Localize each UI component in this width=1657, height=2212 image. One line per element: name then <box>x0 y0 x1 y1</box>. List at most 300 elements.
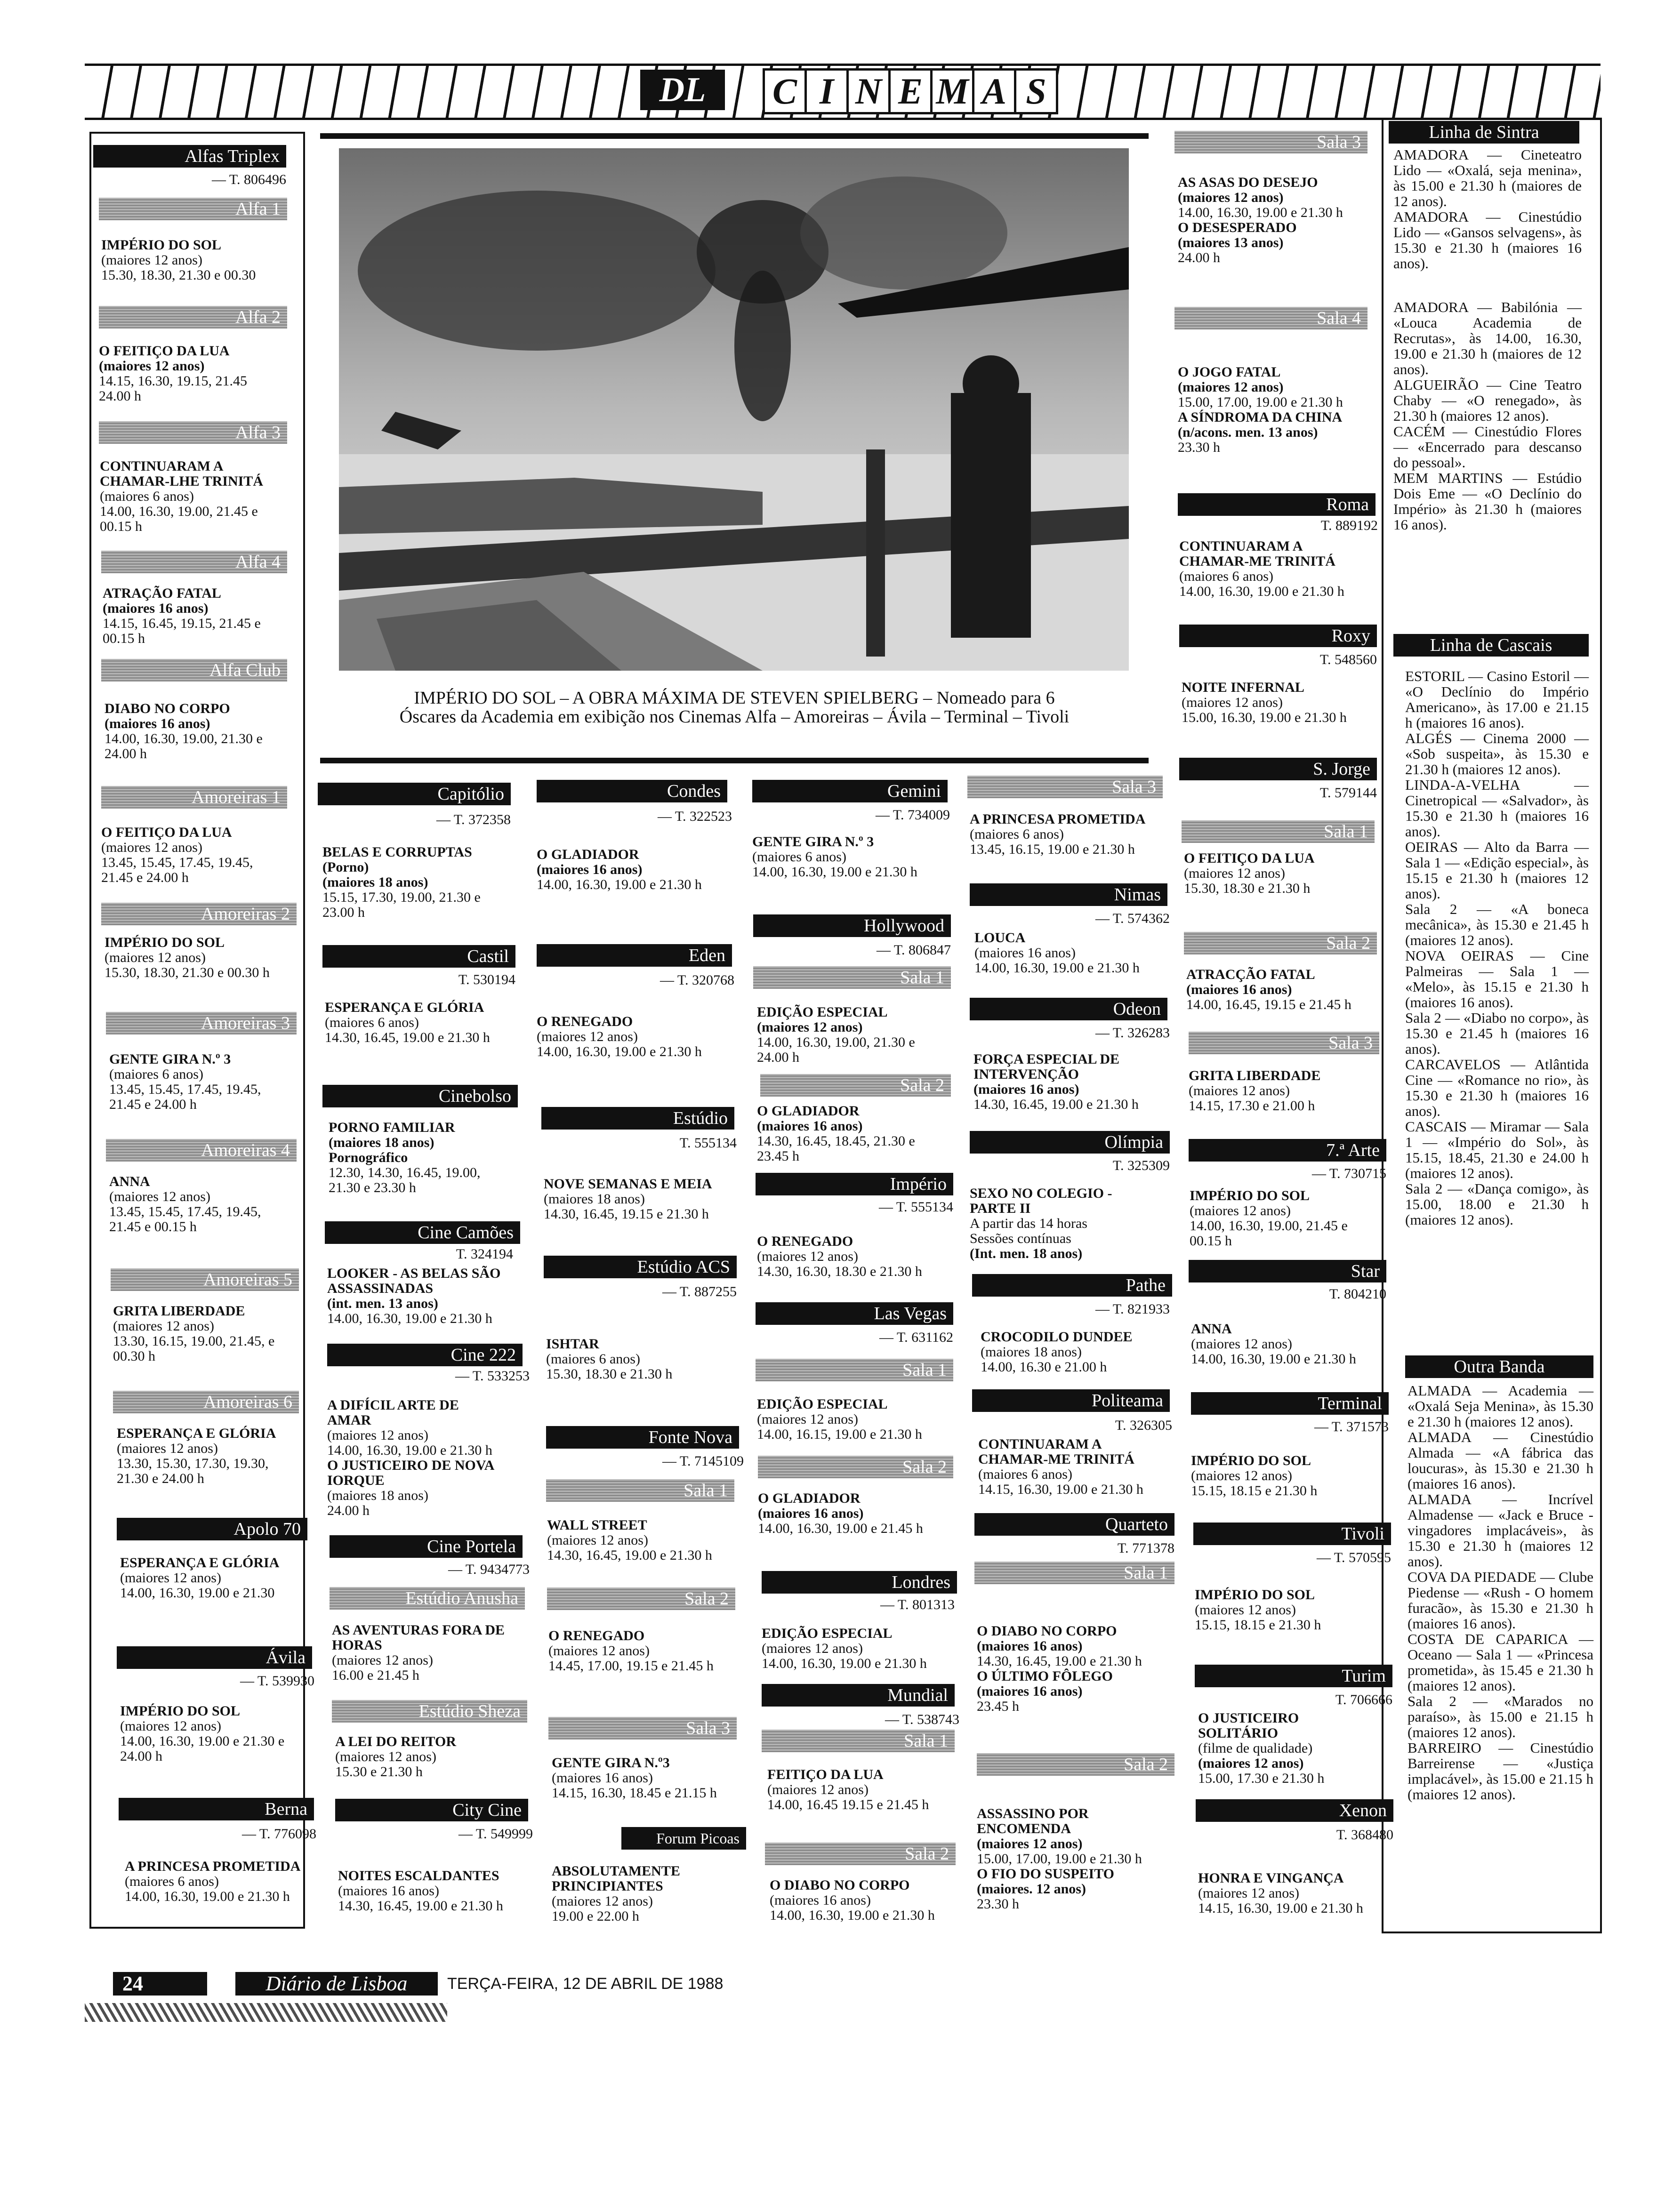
film-times: 14.15, 16.30, 19.00 e 21.30 h <box>1198 1900 1363 1916</box>
film-rating: (maiores 12 anos) <box>1195 1602 1296 1618</box>
film-rating: (maiores 16 anos) <box>770 1892 871 1908</box>
film-rating: (maiores 12 anos) <box>117 1441 218 1456</box>
film-times: 14.00, 16.30, 19.00 e 21.30 h <box>125 1889 290 1904</box>
listing <box>125 1859 322 1904</box>
film-times: 14.00, 16.30, 19.00 e 21.30 h <box>762 1656 927 1671</box>
film-rating: (maiores 12 anos) <box>552 1893 653 1909</box>
film-title: IMPÉRIO DO SOL <box>120 1703 241 1719</box>
listing <box>322 845 520 920</box>
cinema-header: Pathe <box>972 1274 1172 1297</box>
film-title: O ÚLTIMO FÔLEGO <box>977 1668 1113 1684</box>
cinema-header: Las Vegas <box>756 1302 953 1325</box>
film-title: O RENEGADO <box>548 1628 645 1643</box>
cinema-header: Fonte Nova <box>546 1426 739 1449</box>
film-times: 24.00 h <box>1178 250 1220 265</box>
listing <box>762 1626 959 1671</box>
photo-rule-top <box>320 133 1149 139</box>
cinema-phone: T. 326305 <box>1115 1418 1172 1433</box>
film-rating: (maiores 6 anos) <box>125 1874 219 1889</box>
film-title: A PRINCESA PROMETIDA <box>125 1859 301 1874</box>
cinema-phone: T. 548560 <box>1319 652 1377 667</box>
film-title: ESPERANÇA E GLÓRIA <box>120 1555 280 1571</box>
film-rating: (maiores 16 anos) <box>757 1118 863 1134</box>
film-title: EDIÇÃO ESPECIAL <box>757 1004 888 1020</box>
film-rating: (maiores 12 anos) <box>767 1782 869 1797</box>
listing <box>758 1491 956 1536</box>
cinema-phone: — T. 539930 <box>240 1673 314 1689</box>
film-times: 15.30, 18.30, 21.30 e 00.30 <box>101 267 256 283</box>
film-times: 14.00, 16.30, 19.00 e 21.45 h <box>758 1521 923 1536</box>
film-times: 14.00, 16.30, 19.00 e 21.30 h <box>974 960 1140 976</box>
film-rating: (maiores 12 anos) <box>1190 1203 1291 1218</box>
film-title: BELAS E CORRUPTAS <box>322 844 472 860</box>
listing <box>105 701 302 761</box>
film-title: IMPÉRIO DO SOL <box>1190 1188 1310 1203</box>
film-times: 14.00, 16.30, 19.00 e 21.30 h <box>327 1443 492 1458</box>
film-times: 15.00, 17.00, 19.00 e 21.30 h <box>1178 394 1343 410</box>
film-title: ASSASSINO POR ENCOMENDA <box>977 1806 1089 1836</box>
film-rating: (maiores 12 anos) <box>1189 1083 1290 1098</box>
film-times: 14.45, 17.00, 19.15 e 21.45 h <box>548 1658 714 1674</box>
film-rating: (maiores 6 anos) <box>325 1015 419 1030</box>
film-rating: (maiores 16 anos) <box>1186 982 1292 997</box>
screen-header: Amoreiras 5 <box>111 1268 299 1291</box>
film-title: O GLADIADOR <box>757 1103 860 1119</box>
film-times: 15.15, 18.15 e 21.30 h <box>1191 1483 1318 1499</box>
cinema-phone: — T. 806496 <box>211 172 286 187</box>
film-title: CROCODILO DUNDEE <box>981 1329 1133 1345</box>
listing <box>752 834 950 880</box>
cinema-header: Eden <box>537 944 732 967</box>
screen-header: Sala 1 <box>546 1479 734 1502</box>
region-listing: AMADORA — Cinestúdio Lido — «Gansos selvagens», às 15.30 e 21.30 h (maiores 16 anos). <box>1393 208 1582 272</box>
screen-header: Amoreiras 2 <box>101 903 297 925</box>
cinema-header: Cine Portela <box>330 1535 523 1558</box>
screen-header: Alfa Club <box>101 659 287 681</box>
film-title: EDIÇÃO ESPECIAL <box>757 1396 888 1412</box>
listing <box>1191 1322 1389 1367</box>
screen-header: Alfa 3 <box>99 421 287 444</box>
film-rating: (maiores 12 anos) <box>120 1570 221 1586</box>
section-letter: I <box>804 68 849 114</box>
listing <box>1189 1068 1386 1114</box>
listing <box>1186 967 1384 1012</box>
listing <box>974 930 1172 976</box>
film-rating: (Int. men. 18 anos) <box>970 1246 1083 1261</box>
cinema-phone: T. 530194 <box>458 972 515 987</box>
film-times: 13.30, 16.15, 19.00, 21.45, e 00.30 h <box>113 1333 275 1364</box>
film-title: O DIABO NO CORPO <box>770 1877 910 1893</box>
listing <box>548 1628 746 1674</box>
cinema-phone: — T. 549999 <box>458 1826 533 1842</box>
film-rating: (maiores 12 anos) <box>1178 379 1284 395</box>
film-rating: (maiores 16 anos) <box>974 945 1076 961</box>
listing <box>101 238 299 283</box>
cinema-header: Capitólio <box>318 783 511 805</box>
cinema-header: Hollywood <box>753 914 951 937</box>
film-rating: (maiores 16 anos) <box>537 862 643 877</box>
film-times: 13.45, 16.15, 19.00 e 21.30 h <box>970 842 1135 857</box>
screen-header: Amoreiras 4 <box>106 1139 297 1162</box>
film-times: 15.15, 17.30, 19.00, 21.30 e 23.00 h <box>322 890 481 920</box>
screen-header: Alfa 2 <box>99 306 287 329</box>
cinema-phone: — T. 570595 <box>1316 1550 1391 1565</box>
film-rating: (maiores 12 anos) <box>120 1718 221 1734</box>
cinema-header: Nimas <box>970 883 1167 906</box>
cinema-phone: T. 579144 <box>1319 785 1377 801</box>
listing <box>1191 1453 1389 1499</box>
listing <box>113 1304 311 1364</box>
film-title: IMPÉRIO DO SOL <box>1191 1453 1311 1468</box>
film-rating: (maiores 12 anos) <box>335 1749 436 1764</box>
photo-rule-bottom <box>320 758 1149 763</box>
film-times: 13.45, 15.45, 17.45, 19.45, 21.45 e 24.00 h <box>101 855 253 885</box>
film-title: O JUSTICEIRO SOLITÁRIO <box>1198 1710 1299 1741</box>
film-title: O FIO DO SUSPEITO <box>977 1866 1115 1882</box>
film-rating: (maiores 12 anos) <box>101 252 202 268</box>
film-title: O FEITIÇO DA LUA <box>1184 850 1315 866</box>
film-title: ANNA <box>109 1174 150 1189</box>
cinema-phone: — T. 574362 <box>1095 911 1170 926</box>
section-letter: A <box>972 68 1016 114</box>
listing <box>767 1767 965 1812</box>
cinema-header: Império <box>756 1173 953 1195</box>
screen-header: Sala 3 <box>1189 1032 1379 1054</box>
listing <box>105 935 302 980</box>
listing <box>978 1437 1176 1497</box>
screen-header: Sala 3 <box>967 776 1163 798</box>
listing <box>970 1186 1167 1261</box>
listing <box>120 1704 318 1764</box>
film-times: 14.30, 16.45, 19.00 e 21.30 h <box>325 1030 490 1045</box>
film-times: 14.00, 16.30, 19.00 e 21.30 e 24.00 h <box>120 1733 285 1764</box>
screen-header: Estúdio Anusha <box>330 1587 525 1610</box>
film-title: O FEITIÇO DA LUA <box>101 825 232 840</box>
film-rating: (int. men. 13 anos) <box>327 1296 438 1311</box>
cinema-phone: — T. 555134 <box>878 1199 953 1215</box>
film-times: 14.00, 16.30, 19.00 e 21.30 h <box>537 1044 702 1059</box>
film-rating: (maiores 12 anos) <box>547 1532 648 1548</box>
film-title: GENTE GIRA N.º3 <box>552 1755 670 1771</box>
film-rating: (maiores 12 anos) <box>101 840 202 855</box>
listing <box>325 1000 523 1045</box>
film-title: ATRAÇÃO FATAL <box>103 585 221 601</box>
film-title: LOOKER - AS BELAS SÃO ASSASSINADAS <box>327 1266 501 1296</box>
cinema-header: Politeama <box>972 1389 1170 1412</box>
film-rating: (maiores 12 anos) <box>1178 190 1284 205</box>
film-title: IMPÉRIO DO SOL <box>1195 1587 1315 1603</box>
film-times: 23.30 h <box>977 1896 1019 1912</box>
screen-header: Sala 1 <box>753 966 951 989</box>
listing <box>1179 539 1377 599</box>
region-listing: NOVA OEIRAS — Cine Palmeiras — Sala 1 — «Melo», às 15.15 e 21.30 h (maiores 16 anos). <box>1405 947 1589 1010</box>
film-rating: (maiores 6 anos) <box>978 1467 1072 1482</box>
section-letter: M <box>930 68 974 114</box>
cinema-header: Star <box>1189 1260 1386 1282</box>
cinema-header: Xenon <box>1196 1799 1393 1822</box>
film-rating: (maiores 12 anos) <box>977 1836 1083 1851</box>
cinema-phone: — T. 9434773 <box>448 1562 530 1577</box>
film-title: FEITIÇO DA LUA <box>767 1767 884 1782</box>
film-rating: (maiores 6 anos) <box>752 849 846 865</box>
film-rating: (maiores 12 anos) <box>332 1652 433 1668</box>
region-listing: OEIRAS — Alto da Barra — Sala 1 — «Edição especial», às 15.15 e 21.30 h (maiores 12 anos). <box>1405 839 1589 902</box>
film-rating: (maiores 12 anos) <box>762 1641 863 1656</box>
film-times: 14.00, 16.30, 19.00 e 21.30 h <box>752 864 917 880</box>
film-note: Sessões contínuas <box>970 1231 1071 1246</box>
film-times: 14.30, 16.45, 19.00 e 21.30 h <box>338 1898 503 1914</box>
film-title: ESPERANÇA E GLÓRIA <box>117 1426 276 1441</box>
film-times: 15.00, 16.30, 19.00 e 21.30 h <box>1182 710 1347 725</box>
film-title: O FEITIÇO DA LUA <box>99 343 230 359</box>
film-title: AS ASAS DO DESEJO <box>1178 175 1318 190</box>
cinema-phone: — T. 801313 <box>880 1597 955 1612</box>
listing <box>99 344 297 404</box>
film-title: O GLADIADOR <box>758 1491 861 1506</box>
film-rating: (maiores 12 anos) <box>757 1019 863 1035</box>
film-times: 14.15, 16.30, 19.15, 21.45 24.00 h <box>99 373 247 404</box>
cinema-header: Forum Picoas <box>621 1827 746 1850</box>
page-number: 24 <box>113 1972 207 1996</box>
film-times: 14.00, 16.15, 19.00 e 21.30 h <box>757 1427 922 1442</box>
cinema-phone: — T. 533253 <box>455 1368 530 1384</box>
film-times: 15.15, 18.15 e 21.30 h <box>1195 1617 1321 1633</box>
listing <box>977 1624 1174 1714</box>
film-rating: (maiores 16 anos) <box>977 1683 1083 1699</box>
cinema-header: Tivoli <box>1193 1523 1391 1545</box>
listing <box>1190 1188 1387 1249</box>
cinema-header: Cine Camões <box>325 1221 520 1244</box>
film-rating: (maiores 16 anos) <box>552 1770 653 1786</box>
cinema-phone: — T. 7145109 <box>662 1453 744 1469</box>
film-rating: (maiores 12 anos) <box>1191 1336 1292 1352</box>
film-times: 13.45, 15.45, 17.45, 19.45, 21.45 e 24.00 h <box>109 1082 261 1112</box>
film-times: 15.00, 17.00, 19.00 e 21.30 h <box>977 1851 1142 1867</box>
film-rating: (maiores 12 anos) <box>327 1427 428 1443</box>
caption-line-2: Óscares da Academia em exibição nos Cinemas Alfa – Amoreiras – Ávila – Terminal – Tivoli <box>399 707 1070 727</box>
film-times: 24.00 h <box>327 1503 370 1518</box>
cinema-phone: T. 324194 <box>456 1246 513 1262</box>
film-times: 14.00, 16.30, 19.00, 21.30 e 24.00 h <box>105 731 263 761</box>
film-times: 14.00, 16.30, 19.00, 21.45 e 00.15 h <box>1190 1218 1348 1249</box>
listing <box>546 1337 744 1382</box>
listing <box>552 1755 749 1801</box>
film-title: LOUCA <box>974 930 1026 946</box>
cinema-header: Londres <box>762 1571 957 1594</box>
film-rating: (maiores 18 anos) <box>322 874 428 890</box>
listing <box>757 1005 955 1065</box>
cinema-header: S. Jorge <box>1179 758 1377 780</box>
listing <box>981 1330 1178 1375</box>
film-rating: (maiores 12 anos) <box>757 1411 858 1427</box>
film-times: 15.30, 18.30 e 21.30 h <box>1184 881 1311 896</box>
cinema-phone: T. 325309 <box>1112 1158 1170 1173</box>
film-title: SEXO NO COLEGIO - PARTE II <box>970 1186 1112 1216</box>
screen-header: Sala 1 <box>1182 820 1375 843</box>
listing <box>757 1104 955 1164</box>
film-times: 14.30, 16.45, 19.00 e 21.30 h <box>547 1547 712 1563</box>
film-subtitle: Pornográfico <box>329 1150 408 1165</box>
listing <box>101 825 299 885</box>
screen-header: Sala 3 <box>1174 131 1367 153</box>
region-listing: CASCAIS — Miramar — Sala 1 — «Império do Sol», às 15.15, 18.45, 21.30 e 24.00 h (maiores 12 anos). <box>1405 1118 1589 1181</box>
cinema-header: Quarteto <box>974 1513 1174 1536</box>
cinema-header: Turim <box>1195 1665 1392 1687</box>
listing <box>977 1806 1174 1912</box>
film-title: NOITE INFERNAL <box>1182 680 1304 695</box>
screen-header: Amoreiras 3 <box>106 1012 297 1034</box>
film-rating: (maiores 18 anos) <box>327 1488 428 1503</box>
cinema-header: Terminal <box>1191 1392 1389 1415</box>
film-title: O JOGO FATAL <box>1178 364 1281 380</box>
listing <box>327 1398 525 1518</box>
film-rating: (maiores 18 anos) <box>544 1191 645 1207</box>
region-listing: ALMADA — Academia — «Oxalá Seja Menina», às 15.30 e 21.30 h (maiores 12 anos). <box>1408 1382 1593 1430</box>
film-title: PORNO FAMILIAR <box>329 1120 455 1135</box>
region-header: Outra Banda <box>1405 1355 1593 1378</box>
listing <box>757 1397 955 1442</box>
screen-header: Sala 3 <box>548 1717 737 1739</box>
film-times: 14.30, 16.45, 19.00 e 21.30 h <box>977 1653 1142 1669</box>
listing <box>552 1864 749 1924</box>
listing <box>547 1518 745 1563</box>
region-listing: ALGÉS — Cinema 2000 — «Sob suspeita», às 15.30 e 21.30 h (maiores 12 anos). <box>1405 730 1589 777</box>
film-times: 15.00, 17.30 e 21.30 h <box>1198 1771 1325 1786</box>
issue-date: TERÇA-FEIRA, 12 DE ABRIL DE 1988 <box>447 1975 724 1993</box>
screen-header: Sala 2 <box>765 1843 956 1865</box>
film-title: O RENEGADO <box>757 1234 853 1249</box>
region-listings <box>1405 668 1589 1227</box>
listing <box>1178 365 1375 455</box>
cinema-phone: — T. 887255 <box>662 1284 737 1299</box>
film-rating: (maiores 12 anos) <box>99 358 205 374</box>
screen-header: Estúdio Sheza <box>332 1700 527 1723</box>
cinema-header: Condes <box>537 780 727 802</box>
film-title: O GLADIADOR <box>537 847 639 862</box>
listing <box>109 1052 307 1112</box>
film-times: 23.45 h <box>977 1699 1019 1714</box>
film-title: GRITA LIBERDADE <box>113 1303 245 1319</box>
listing <box>537 1014 734 1059</box>
film-rating: (maiores 12 anos) <box>1191 1468 1292 1483</box>
cinema-phone: — T. 631162 <box>879 1330 953 1345</box>
film-times: 14.30, 16.45, 18.45, 21.30 e 23.45 h <box>757 1133 915 1164</box>
listing <box>100 459 298 534</box>
film-times: 14.30, 16.45, 19.00 e 21.30 h <box>973 1097 1139 1112</box>
section-title <box>763 68 1056 112</box>
cinema-phone: T. 555134 <box>679 1135 737 1151</box>
screen-header: Sala 4 <box>1174 307 1367 329</box>
film-times: 14.00, 16.30, 19.00 e 21.30 h <box>770 1907 935 1923</box>
film-rating: (maiores 18 anos) <box>981 1344 1082 1360</box>
region-listing: ESTORIL — Casino Estoril — «O Declínio do Império Americano», às 17.00 e 21.15 h (maiores 16 anos). <box>1405 668 1589 731</box>
film-title: ATRACÇÃO FATAL <box>1186 967 1315 982</box>
film-title: GENTE GIRA N.º 3 <box>109 1051 231 1067</box>
film-rating: (maiores 12 anos) <box>757 1249 858 1264</box>
cinema-header: Gemini <box>752 780 948 802</box>
cinema-header: Odeon <box>970 998 1167 1020</box>
film-title: ABSOLUTAMENTE PRINCIPIANTES <box>552 1863 680 1894</box>
film-title: CONTINUARAM A CHAMAR-ME TRINITÁ <box>978 1436 1134 1467</box>
film-times: 14.00, 16.30 e 21.00 h <box>981 1359 1107 1375</box>
cinema-header: Roxy <box>1179 625 1377 647</box>
cinema-phone: — T. 326283 <box>1095 1025 1170 1041</box>
region-listing: CARCAVELOS — Atlântida Cine — «Romance no rio», às 15.30 e 21.30 h (maiores 16 anos). <box>1405 1056 1589 1119</box>
film-rating: (maiores 16 anos) <box>103 601 209 616</box>
region-listing: CACÉM — Cinestúdio Flores — «Encerrado para descanso do pessoal». <box>1393 423 1582 471</box>
film-rating: (maiores 12 anos) <box>113 1318 214 1334</box>
cinema-phone: — T. 372358 <box>436 812 511 827</box>
section-letter: E <box>888 68 933 114</box>
screen-header: Sala 1 <box>974 1562 1174 1584</box>
film-times: 14.00, 16.30, 19.00 e 21.30 <box>120 1585 275 1601</box>
film-times: 15.30, 18.30 e 21.30 h <box>546 1366 673 1382</box>
listing <box>109 1174 307 1234</box>
film-rating: (maiores 12 anos) <box>1184 866 1285 881</box>
region-listing: MEM MARTINS — Estúdio Dois Eme — «O Declínio do Império» às 21.30 h (maiores 16 anos). <box>1393 470 1582 533</box>
film-title: EDIÇÃO ESPECIAL <box>762 1626 893 1641</box>
screen-header: Sala 2 <box>758 1456 953 1478</box>
listing <box>1182 680 1379 725</box>
film-title: FORÇA ESPECIAL DE INTERVENÇÃO <box>973 1051 1120 1082</box>
film-title: AS AVENTURAS FORA DE HORAS <box>332 1622 505 1653</box>
film-note: A partir das 14 horas <box>970 1216 1087 1231</box>
film-rating: (maiores. 12 anos) <box>977 1881 1086 1897</box>
film-title: WALL STREET <box>547 1517 647 1533</box>
listing <box>970 812 1167 857</box>
film-title: A LEI DO REITOR <box>335 1734 457 1749</box>
film-rating: (maiores 12 anos) <box>1182 695 1283 710</box>
film-title: A DIFÍCIL ARTE DE AMAR <box>327 1397 459 1428</box>
listing <box>770 1878 967 1923</box>
cinema-header: Olímpia <box>970 1131 1170 1154</box>
caption-line-1: IMPÉRIO DO SOL – A OBRA MÁXIMA DE STEVEN SPIELBERG – Nomeado para 6 <box>414 688 1055 708</box>
cinema-header: Estúdio ACS <box>544 1256 737 1278</box>
film-times: 14.30, 16.45, 19.15 e 21.30 h <box>544 1206 709 1222</box>
film-title: NOVE SEMANAS E MEIA <box>544 1176 712 1192</box>
cinema-header: City Cine <box>335 1799 528 1821</box>
region-header: Linha de Sintra <box>1389 121 1579 144</box>
film-rating: (n/acons. men. 13 anos) <box>1178 425 1318 440</box>
listing <box>338 1868 536 1914</box>
region-listing: BARREIRO — Cinestúdio Barreirense — «Justiça implacável», às 15.00 e 21.15 h (maiores 12 anos). <box>1408 1739 1593 1803</box>
cinema-header: Cinebolso <box>322 1085 518 1107</box>
listing <box>120 1555 318 1601</box>
cinema-phone: — T. 776098 <box>241 1826 316 1842</box>
cinema-header: 7.ª Arte <box>1189 1139 1386 1162</box>
listing <box>537 847 734 892</box>
film-times: 14.00, 16.45, 19.15 e 21.45 h <box>1186 997 1351 1012</box>
screen-header: Amoreiras 1 <box>101 786 287 809</box>
film-rating: (maiores 18 anos) <box>329 1135 434 1150</box>
cinema-phone: — T. 730715 <box>1311 1166 1386 1181</box>
film-times: 15.30, 18.30, 21.30 e 00.30 h <box>105 965 270 980</box>
cinema-phone: — T. 320768 <box>660 972 734 988</box>
film-times: 15.30 e 21.30 h <box>335 1764 423 1779</box>
screen-header: Sala 2 <box>977 1753 1174 1776</box>
film-subtitle: (Porno) <box>322 859 369 875</box>
photo-caption <box>348 689 1120 726</box>
listing <box>1178 175 1375 265</box>
film-rating: (maiores 12 anos) <box>105 950 206 965</box>
listing <box>335 1734 533 1779</box>
section-letter: N <box>846 68 891 114</box>
screen-header: Sala 2 <box>1184 932 1377 954</box>
region-listing: Sala 2 — «Dança comigo», às 15.00, 18.00 e 21.30 h (maiores 12 anos). <box>1405 1180 1589 1228</box>
film-title: ISHTAR <box>546 1336 599 1352</box>
screen-header: Alfa 1 <box>99 198 287 220</box>
film-times: 12.30, 14.30, 16.45, 19.00, 21.30 e 23.30 h <box>329 1165 481 1195</box>
